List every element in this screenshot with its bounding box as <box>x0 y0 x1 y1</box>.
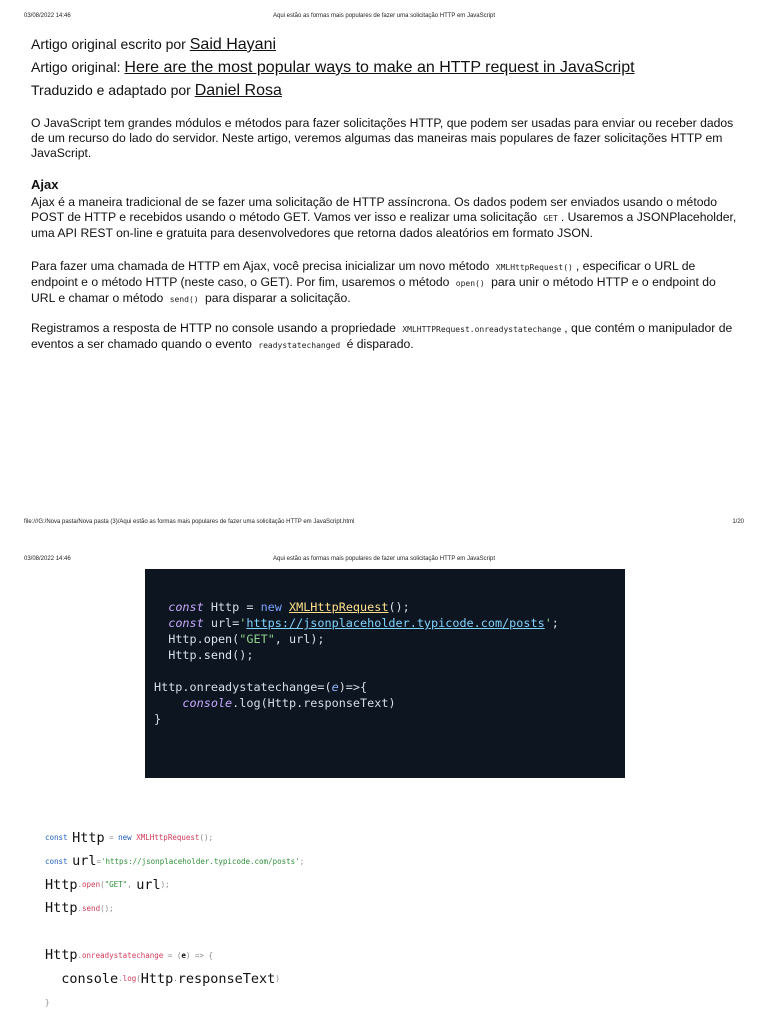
page-footer <box>0 519 768 529</box>
inline-code: XMLHTTPRequest.onreadystatechange <box>402 325 562 335</box>
ajax-paragraph-2 <box>31 259 743 307</box>
text: . Usaremos a JSONPlaceholder, uma API REST on-line e gratuita para desenvolvedores que retorna dados aleatórios em formato JSON. <box>31 210 737 241</box>
page-header <box>0 13 768 23</box>
code-line: const Http = new XMLHttpRequest (); <box>45 829 213 846</box>
print-date: 03/08/2022 14:46 <box>24 13 71 19</box>
inline-code: send() <box>169 295 199 305</box>
text: Registramos a resposta de HTTP no console usando a propriedade <box>31 321 396 336</box>
translator-label: Traduzido e adaptado por <box>31 82 191 98</box>
translator-link[interactable]: Daniel Rosa <box>194 82 282 99</box>
ajax-paragraph-1 <box>31 195 743 241</box>
text: para unir o método HTTP e o endpoint do URL e chamar o método <box>31 275 716 306</box>
section-title-ajax: Ajax <box>31 177 59 192</box>
text: Para fazer uma chamada de HTTP em Ajax, você precisa inicializar um novo método <box>31 259 490 274</box>
text: para disparar a solicitação. <box>205 291 351 306</box>
code-line: const url = ' https://jsonplaceholder.typicode.com/posts ' ; <box>45 853 305 870</box>
code-line: } <box>45 997 50 1007</box>
intro-paragraph: O JavaScript tem grandes módulos e métodos para fazer solicitações HTTP, que podem ser usadas para enviar ou receber dados de um recurso do lado do servidor. Neste artigo, veremos algumas das maneiras mais populares de fazer solicitações HTTP em JavaScript. <box>31 116 734 161</box>
page-number: 1/20 <box>732 519 744 525</box>
code-screenshot <box>145 569 625 778</box>
author-link[interactable]: Said Hayani <box>189 36 277 53</box>
inline-code: GET <box>543 214 558 224</box>
page-header <box>0 556 768 566</box>
code-line: Http . onreadystatechange = ( e ) => { <box>45 947 213 964</box>
code-block-dark: const Http = new XMLHttpRequest(); const url='https://jsonplaceholder.typicode.com/posts'; Http.open("GET", url); Http.send(); Http.onreadystatechange=(e)=>{ console.log(Http.responseText) } <box>154 600 559 726</box>
code-block-light <box>45 826 745 1014</box>
print-date: 03/08/2022 14:46 <box>24 556 71 562</box>
code-line: Http . send (); <box>45 900 114 917</box>
text: , especificar o URL de endpoint e o método HTTP (neste caso, o GET). Por fim, usaremos o método <box>31 259 696 290</box>
inline-code: XMLHttpRequest() <box>495 263 573 273</box>
inline-code: readystatechanged <box>258 341 341 351</box>
original-label: Artigo original: <box>31 59 121 75</box>
article-credits <box>31 33 635 102</box>
author-label: Artigo original escrito por <box>31 36 186 52</box>
ajax-paragraph-3 <box>31 321 743 353</box>
code-line: console . log ( Http . responseText ) <box>61 970 280 987</box>
text: é disparado. <box>346 337 414 352</box>
code-line: Http . open ( "GET" , url ); <box>45 876 170 893</box>
inline-code: open() <box>455 279 485 289</box>
text: Ajax é a maneira tradicional de se fazer uma solicitação de HTTP assíncrona. Os dados podem ser enviados usando o método POST de HTTP e recebidos usando o método GET. Vamos ver isso e realizar uma solicitação <box>31 195 718 225</box>
file-path: file:///G:/Nova pasta/Nova pasta (3)/Aqui estão as formas mais populares de fazer uma solicitação HTTP em JavaScript.html <box>24 519 355 525</box>
text: , que contém o manipulador de eventos a ser chamado quando o evento <box>31 321 733 352</box>
print-title: Aqui estão as formas mais populares de fazer uma solicitação HTTP em JavaScript <box>273 13 495 19</box>
print-title: Aqui estão as formas mais populares de fazer uma solicitação HTTP em JavaScript <box>273 556 495 562</box>
original-article-link[interactable]: Here are the most popular ways to make an HTTP request in JavaScript <box>124 59 635 76</box>
